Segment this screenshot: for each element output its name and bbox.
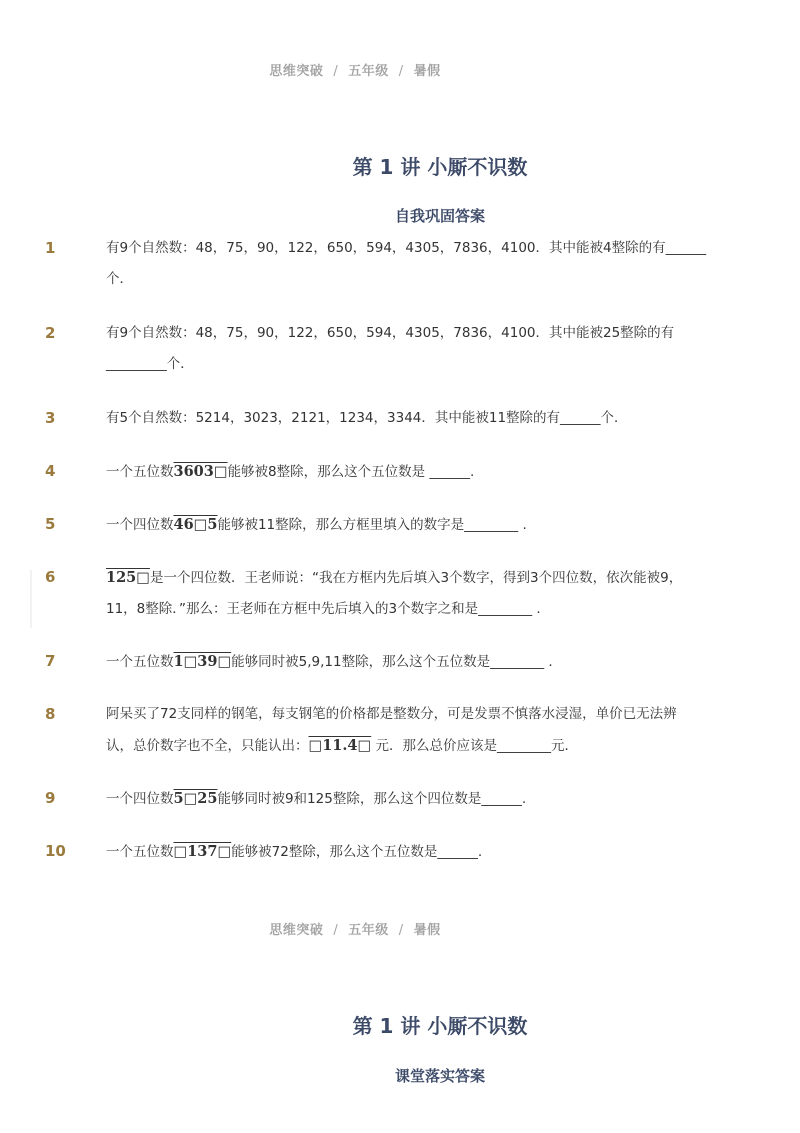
section-subtitle: 自我巩固答案 <box>394 207 485 225</box>
question-line <box>106 730 718 762</box>
question-suffix: 是一个四位数．王老师说：“我在方框内先后填入3个数字，得到3个四位数，依次能被9， <box>149 570 683 586</box>
breadcrumb-top <box>0 60 710 79</box>
breadcrumb-separator: / <box>398 923 404 938</box>
question-number: 3 <box>45 409 56 427</box>
overlined-number: 1□39□ <box>173 653 232 670</box>
question-suffix: 能够被72整除，那么这个五位数是______. <box>231 844 483 860</box>
breadcrumb-separator: / <box>398 64 404 79</box>
question-text <box>106 403 718 434</box>
breadcrumb-grade: 五年级 <box>348 64 389 79</box>
question-line <box>106 562 718 594</box>
breadcrumb-term: 暑假 <box>413 64 441 79</box>
breadcrumb-course: 思维突破 <box>269 64 324 79</box>
breadcrumb-course: 思维突破 <box>269 923 324 938</box>
question-suffix: 能够同时被9和125整除，那么这个四位数是______. <box>217 791 527 807</box>
question-prefix: 一个五位数 <box>106 844 174 860</box>
lecture-title: 第 1 讲 小厮不识数 <box>352 1014 528 1038</box>
breadcrumb-bottom <box>0 919 710 938</box>
question-number: 4 <box>45 462 56 480</box>
question-text <box>106 318 718 380</box>
lecture-title: 第 1 讲 小厮不识数 <box>352 155 528 179</box>
breadcrumb-separator: / <box>333 923 339 938</box>
question-line: 有5个自然数：5214，3023，2121，1234，3344．其中能被11整除的有______个． <box>106 410 628 426</box>
question-number: 6 <box>45 568 56 586</box>
overlined-number: 3603□ <box>173 463 228 480</box>
question-prefix: 认，总价数字也不全，只能认出： <box>106 738 309 754</box>
question-text <box>106 233 718 295</box>
overlined-number: 125□ <box>106 569 150 586</box>
question-text <box>106 509 718 541</box>
question-number: 1 <box>45 239 56 257</box>
overlined-number: □11.4□ <box>308 737 372 754</box>
question-number: 5 <box>45 515 56 533</box>
question-suffix: 能够被11整除，那么方框里填入的数字是________ . <box>217 517 527 533</box>
question-line: 有9个自然数：48，75，90，122，650，594，4305，7836，4100．其中能被4整除的有______ <box>106 240 707 256</box>
question-number: 2 <box>45 324 56 342</box>
question-number: 10 <box>45 842 66 860</box>
question-prefix: 一个五位数 <box>106 654 174 670</box>
overlined-number: 5□25 <box>173 790 218 807</box>
question-text <box>106 456 718 488</box>
side-rule <box>30 570 32 628</box>
section-subtitle: 课堂落实答案 <box>394 1067 485 1085</box>
question-text <box>106 783 718 815</box>
question-number: 8 <box>45 705 56 723</box>
question-prefix: 一个五位数 <box>106 464 174 480</box>
breadcrumb-grade: 五年级 <box>348 923 389 938</box>
question-line: 阿呆买了72支同样的钢笔，每支钢笔的价格都是整数分，可是发票不慎落水浸湿，单价已无法辨 <box>106 706 677 722</box>
question-number: 7 <box>45 652 56 670</box>
breadcrumb-separator: / <box>333 64 339 79</box>
question-number: 9 <box>45 789 56 807</box>
question-prefix: 一个四位数 <box>106 791 174 807</box>
question-line: 11，8整除．”那么：王老师在方框中先后填入的3个数字之和是________ . <box>106 601 541 617</box>
question-text <box>106 646 718 678</box>
question-suffix: 能够被8整除，那么这个五位数是 ______. <box>227 464 475 480</box>
question-line: 个． <box>106 271 133 287</box>
question-line: 有9个自然数：48，75，90，122，650，594，4305，7836，4100．其中能被25整除的有 <box>106 325 675 341</box>
breadcrumb-term: 暑假 <box>413 923 441 938</box>
question-line: _________个． <box>106 356 194 372</box>
question-text <box>106 699 718 762</box>
question-text <box>106 836 718 868</box>
overlined-number: 46□5 <box>173 516 218 533</box>
question-prefix: 一个四位数 <box>106 517 174 533</box>
overlined-number: □137□ <box>173 843 232 860</box>
question-suffix: 元．那么总价应该是________元． <box>371 738 579 754</box>
question-text <box>106 562 718 625</box>
question-suffix: 能够同时被5,9,11整除，那么这个五位数是________ . <box>231 654 553 670</box>
